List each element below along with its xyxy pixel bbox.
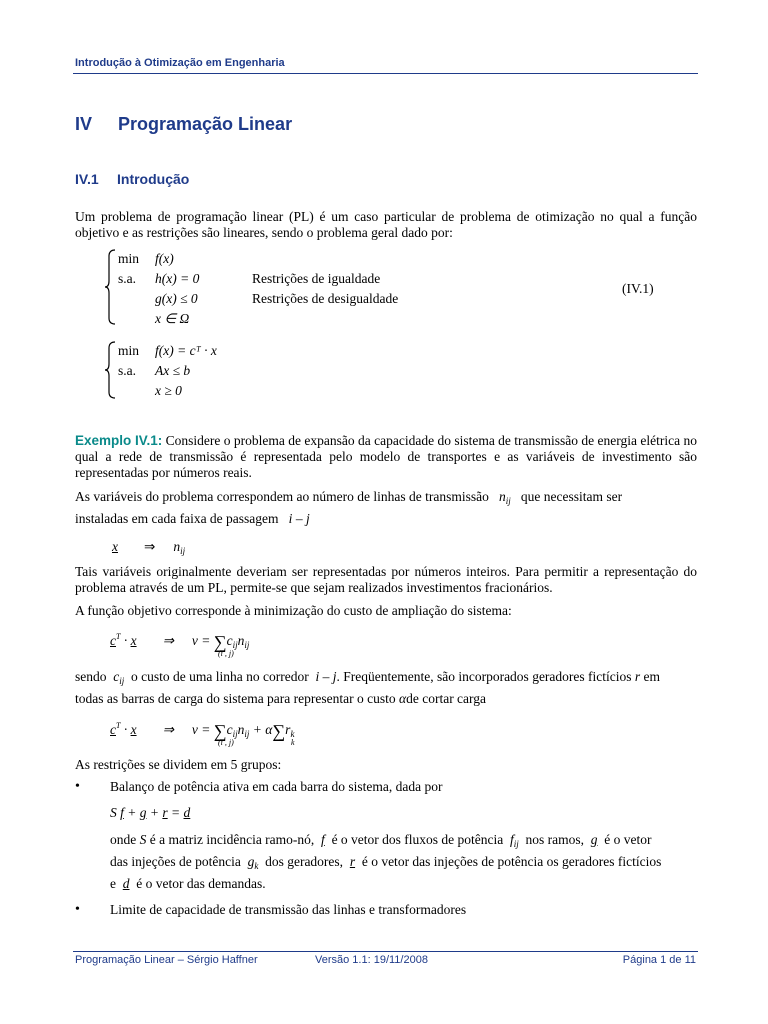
x-to-n-mapping: x ⇒ $n_{ij}$ bbox=[112, 539, 186, 556]
sendo-text-b: o custo de uma linha no corredor bbox=[131, 669, 309, 684]
footer-rule bbox=[73, 951, 698, 952]
intro-paragraph: Um problema de programação linear (PL) é um caso particular de problema de otimização no qual a função objetivo e as restrições são lineares, sendo o problema geral dado por: bbox=[75, 209, 697, 240]
equation-number: (IV.1) bbox=[622, 281, 654, 296]
chapter-title: Programação Linear bbox=[118, 114, 293, 134]
bullet-1-desc-line-1: onde S é a matriz incidência ramo-nó, f é o vetor dos fluxos de potência $f_{ij}$ nos ramos, g é o vetor bbox=[110, 832, 652, 849]
sendo-paragraph: sendo $c_{ij}$ o custo de uma linha no corredor i – j. Freqüentemente, são incorporados geradores fictícios r em bbox=[75, 669, 661, 686]
variables-text-a: As variáveis do problema correspondem ao número de linhas de transmissão bbox=[75, 489, 489, 504]
chapter-heading bbox=[75, 114, 292, 135]
footer-center: Versão 1.1: 19/11/2008 bbox=[315, 954, 428, 966]
sys1-objective: f(x) bbox=[155, 251, 174, 266]
bullet-1-desc-g: dos geradores, bbox=[265, 854, 344, 869]
example-paragraph bbox=[75, 433, 697, 481]
objective-paragraph: A função objetivo corresponde à minimização do custo de ampliação do sistema: bbox=[75, 603, 512, 618]
chapter-number: IV bbox=[75, 114, 93, 134]
left-brace-2 bbox=[104, 340, 118, 400]
bullet-1-desc-j: é o vetor das demandas. bbox=[136, 876, 266, 891]
bullet-1-desc-c: é o vetor dos fluxos de potência bbox=[331, 832, 504, 847]
bullet-1-title: Balanço de potência ativa em cada barra do sistema, dada por bbox=[110, 779, 443, 794]
variables-text-c: instaladas em cada faixa de passagem bbox=[75, 511, 279, 526]
bullet-1-desc-h: é o vetor das injeções de potência os geradores fictícios bbox=[361, 854, 662, 869]
footer-left: Programação Linear – Sérgio Haffner bbox=[75, 954, 258, 966]
section-number: IV.1 bbox=[75, 171, 99, 187]
sys2-sa-label: s.a. bbox=[118, 363, 136, 378]
bullet-2-title: Limite de capacidade de transmissão das linhas e transformadores bbox=[110, 902, 467, 917]
bullet-1-desc-line-3: e d é o vetor das demandas. bbox=[110, 876, 266, 891]
sys2-constraint-2: x ≥ 0 bbox=[155, 383, 182, 398]
sendo-text-c: . Freqüentemente, são incorporados geradores fictícios bbox=[336, 669, 632, 684]
example-text: Considere o problema de expansão da capacidade do sistema de transmissão de energia elétrica no qual a rede de transmissão é representada pelo modelo de transportes e as variáveis de investimento são representadas por números reais. bbox=[75, 433, 697, 480]
bullet-1-desc-e: é o vetor bbox=[604, 832, 652, 847]
sys1-sa-label: s.a. bbox=[118, 271, 136, 286]
sum-index-1: (i , j) bbox=[218, 649, 234, 658]
restrictions-intro: As restrições se dividem em 5 grupos: bbox=[75, 757, 282, 772]
bullet-1-desc-a: onde bbox=[110, 832, 137, 847]
sys1-eq-desc: Restrições de igualdade bbox=[252, 271, 381, 286]
sys2-min-label: min bbox=[118, 343, 140, 358]
variables-text-b: que necessitam ser bbox=[520, 489, 623, 504]
sys1-domain: x ∈ Ω bbox=[155, 311, 190, 326]
sum-index-2: (i , j) bbox=[218, 738, 234, 747]
bullet-1-desc-i: e bbox=[110, 876, 116, 891]
variables-paragraph-2: instaladas em cada faixa de passagem i – j bbox=[75, 511, 310, 526]
sendo-line2-a: todas as barras de carga do sistema para representar o custo bbox=[75, 691, 396, 706]
bullet-1-desc-d: nos ramos, bbox=[525, 832, 585, 847]
sys1-ineq-desc: Restrições de desigualdade bbox=[252, 291, 399, 306]
objective-equation-1: $c^T \cdot x$ ⇒ $v = \sum c_{ij}n_{ij}$ bbox=[110, 632, 250, 652]
sendo-text-d: em bbox=[643, 669, 661, 684]
sys2-objective: f(x) = cᵀ · x bbox=[155, 343, 217, 358]
footer-page-number: Página 1 de 11 bbox=[622, 954, 696, 966]
bullet-1-desc-f: das injeções de potência bbox=[110, 854, 241, 869]
objective-equation-2: $c^T \cdot x$ ⇒ $v = \sum c_{ij}n_{ij} + \alpha\sum r_k$ bbox=[110, 721, 295, 741]
sys1-ineq-constraint: g(x) ≤ 0 bbox=[155, 291, 198, 306]
balance-equation: S f + g + r = d bbox=[110, 805, 191, 820]
sys2-constraint-1: Ax ≤ b bbox=[155, 363, 191, 378]
section-title: Introdução bbox=[117, 171, 190, 187]
bullet-1-marker: • bbox=[75, 779, 80, 794]
variables-paragraph: As variáveis do problema correspondem ao número de linhas de transmissão $n_{ij}$ que necessitam ser bbox=[75, 489, 623, 506]
bullet-2-marker: • bbox=[75, 902, 80, 917]
sum-index-3: k bbox=[291, 738, 295, 747]
sendo-paragraph-2: todas as barras de carga do sistema para representar o custo αde cortar carga bbox=[75, 691, 487, 706]
sendo-line2-b: de cortar carga bbox=[406, 691, 487, 706]
header-rule bbox=[73, 73, 698, 74]
bullet-1-desc-line-2: das injeções de potência $g_k$ dos geradores, r é o vetor das injeções de potência os geradores fictícios bbox=[110, 854, 662, 871]
left-brace-1 bbox=[104, 248, 118, 326]
sendo-text-a: sendo bbox=[75, 669, 107, 684]
sys1-min-label: min bbox=[118, 251, 140, 266]
section-heading bbox=[75, 171, 189, 187]
bullet-1-desc-b: é a matriz incidência ramo-nó, bbox=[149, 832, 315, 847]
example-label: Exemplo IV.1: bbox=[75, 433, 163, 448]
running-header: Introdução à Otimização em Engenharia bbox=[75, 57, 285, 69]
integer-paragraph: Tais variáveis originalmente deveriam ser representadas por números inteiros. Para permitir a representação do problema através de um PL, permite-se que sejam realizados investimentos fracionários. bbox=[75, 564, 697, 595]
sys1-eq-constraint: h(x) = 0 bbox=[155, 271, 200, 286]
